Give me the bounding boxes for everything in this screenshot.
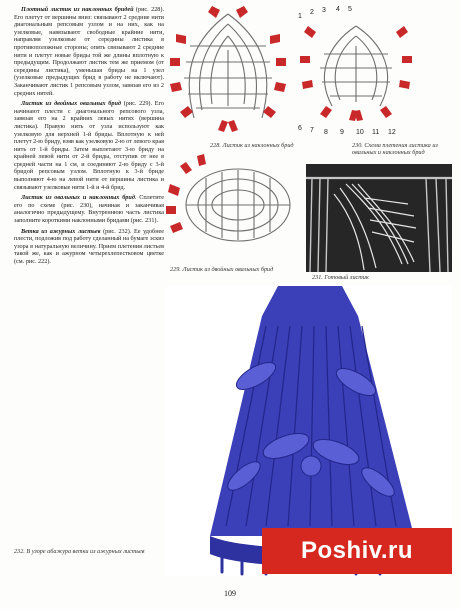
scheme-number: 3 — [322, 7, 326, 14]
paragraph-4-body: (рис. 232). Ее удобнее плести, подложив под работу сделанный на бумаге эскиз узора в натуральную величину. Прием плетения листьев такой же, как и ажурном четырехлепестковом цветке (см. рис. 222). — [14, 227, 164, 265]
paragraph-2-head: Листик из двойных овальных брид — [21, 100, 121, 108]
watermark-text: Poshiv.ru — [300, 537, 414, 564]
paragraph-3 — [14, 194, 164, 224]
scheme-number: 5 — [348, 6, 352, 13]
paragraph-1-head: Плотный листик из наклонных бридей — [21, 6, 134, 13]
scheme-number: 2 — [310, 9, 314, 16]
paragraph-1 — [14, 6, 164, 97]
caption-230: 230. Схема плетения листика из овальных и наклонных брид — [352, 142, 438, 157]
paragraph-1-body: (рис. 228). Его плетут от вершины вниз: связывают 2 средние нити диагональным репсовым узлом и на них, как на узелковые, навязывают свободные крайние нити, направляя узелковые от середины листика в противоположные стороны; опять связывают 2 средние нити и плетут новые бриды той же длины вплотную к предыдущим. Продолжают листик тем же приемом (от середины листика), уменьшая бриды на 1 узел (узелковые предыдущих брид в работу не включают). Заканчивают листик 1 репсовым узлом, завязав его из 2 средних нитей. — [14, 6, 164, 97]
scheme-number: 9 — [340, 129, 344, 136]
caption-229: 229. Листик из двойных овальных брид — [170, 266, 274, 273]
caption-228: 228. Листик из наклонных брид — [210, 142, 294, 149]
scheme-number: 1 — [298, 13, 302, 20]
leaf-diagonal-brids-diagram — [168, 6, 288, 134]
scheme-number: 12 — [388, 129, 396, 136]
leaf-scheme-diagram — [296, 6, 456, 138]
page-number: 109 — [224, 589, 236, 598]
scheme-number: 11 — [372, 129, 380, 136]
figure-231-photo — [306, 164, 452, 272]
paragraph-2 — [14, 100, 164, 191]
paragraph-4 — [14, 228, 164, 266]
paragraph-2-body: (рис. 229). Его начинают плести с диагонального репсового узла, завязав его на 2 крайних левых нитях (вершина листика). Правую нить от узла используют как узелковую для верхней 1-й бриды. Вплотную к ней плетут 2-ю бриду, взяв как узелковую 2-ю от левого края нить от 1-й бриды. Затем выплетают 3-ю бриду на крайней левой нити от 2-й бриды, отступив от нее в средней части на 1 см, и соединяют 2-ю бриду с 3-й бридой репсовым узлом. Вплотную к 3-й бриде выполняют 4-ю на левой нити от вершины листика и связывают узелковые нити 1-й и 4-й брид. — [14, 100, 164, 191]
scheme-number: 6 — [298, 125, 302, 132]
caption-232: 232. В узоре абажура ветки из ажурных листьев — [14, 548, 145, 555]
figure-228-diagram — [168, 6, 288, 134]
paragraph-4-head: Ветка из ажурных листьев — [21, 227, 101, 235]
finished-leaf-photo — [306, 164, 452, 272]
caption-231: 231. Готовый листик — [312, 274, 369, 281]
leaf-double-oval-brids-diagram — [166, 150, 306, 260]
figure-230-diagram — [296, 6, 456, 138]
paragraph-3-head: Листик из овальных и наклонных брид — [21, 194, 135, 202]
watermark-logo — [262, 528, 452, 574]
scheme-number: 7 — [310, 127, 314, 134]
paragraph-3-body: . Сплетите его по схеме (рис. 230), начиная и заканчивая аналогично предыдущему. Внутреннюю часть листика заполните короткими наклонными бридами (рис. 231). — [14, 194, 164, 225]
scheme-number: 4 — [336, 6, 340, 13]
figure-229-diagram — [166, 150, 306, 260]
scheme-number: 8 — [324, 129, 328, 136]
scheme-number: 10 — [356, 129, 364, 136]
body-text-column — [14, 6, 164, 269]
